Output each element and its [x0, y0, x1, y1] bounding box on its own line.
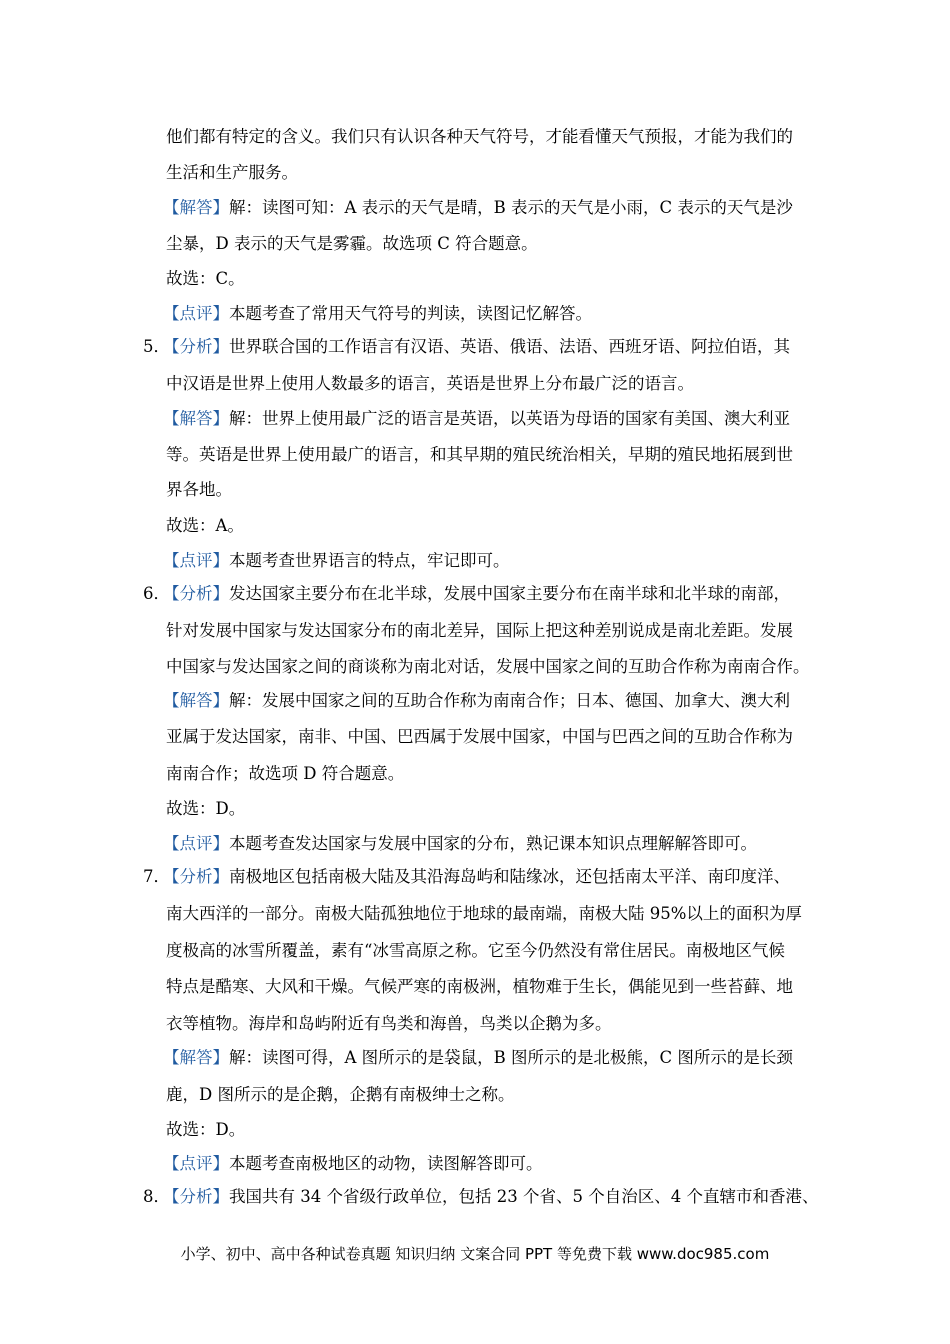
text-line: 【点评】本题考查世界语言的特点，牢记即可。 [163, 551, 510, 570]
text-line: 鹿，D 图所示的是企鹅，企鹅有南极绅士之称。 [166, 1085, 515, 1104]
text-line: 中汉语是世界上使用人数最多的语言，英语是世界上分布最广泛的语言。 [166, 374, 694, 393]
text-line: 故选：A。 [166, 516, 244, 535]
page-footer: 小学、初中、高中各种试卷真题 知识归纳 文案合同 PPT 等免费下载 www.doc985.com [180, 1245, 770, 1263]
answer-tag: 【解答】 [163, 198, 229, 217]
text-line: 【解答】解：读图可知：A 表示的天气是晴，B 表示的天气是小雨，C 表示的天气是沙 [163, 198, 793, 217]
text-line: 【分析】发达国家主要分布在北半球，发展中国家主要分布在南半球和北半球的南部， [163, 584, 790, 603]
text-line: 【点评】本题考查南极地区的动物，读图解答即可。 [163, 1154, 543, 1173]
answer-tag: 【解答】 [163, 691, 229, 710]
text-line: 度极高的冰雪所覆盖，素有“冰雪高原之称。它至今仍然没有常住居民。南极地区气候 [166, 941, 785, 960]
analysis-tag: 【分析】 [163, 584, 229, 603]
text-line: 界各地。 [166, 480, 232, 499]
question-number: 6． [143, 584, 170, 603]
question-number: 5． [143, 337, 170, 356]
text-line: 故选：D。 [166, 799, 246, 818]
comment-tag: 【点评】 [163, 551, 229, 570]
comment-tag: 【点评】 [163, 1154, 229, 1173]
analysis-tag: 【分析】 [163, 1187, 229, 1206]
question-number: 8． [143, 1187, 170, 1206]
text-line: 【点评】本题考查了常用天气符号的判读，读图记忆解答。 [163, 304, 592, 323]
answer-tag: 【解答】 [163, 409, 229, 428]
text-line: 尘暴，D 表示的天气是雾霾。故选项 C 符合题意。 [166, 234, 538, 253]
text-line: 等。英语是世界上使用最广的语言，和其早期的殖民统治相关，早期的殖民地拓展到世 [166, 445, 793, 464]
analysis-tag: 【分析】 [163, 867, 229, 886]
text-line: 【点评】本题考查发达国家与发展中国家的分布，熟记课本知识点理解解答即可。 [163, 834, 757, 853]
analysis-tag: 【分析】 [163, 337, 229, 356]
text-line: 他们都有特定的含义。我们只有认识各种天气符号，才能看懂天气预报，才能为我们的 [166, 127, 793, 146]
answer-tag: 【解答】 [163, 1048, 229, 1067]
text-line: 针对发展中国家与发达国家分布的南北差异，国际上把这种差别说成是南北差距。发展 [166, 621, 793, 640]
text-line: 中国家与发达国家之间的商谈称为南北对话，发展中国家之间的互助合作称为南南合作。 [166, 657, 810, 676]
text-line: 【解答】解：世界上使用最广泛的语言是英语，以英语为母语的国家有美国、澳大利亚 [163, 409, 790, 428]
text-line: 衣等植物。海岸和岛屿附近有鸟类和海兽，鸟类以企鹅为多。 [166, 1014, 612, 1033]
text-line: 故选：D。 [166, 1120, 246, 1139]
text-line: 【分析】世界联合国的工作语言有汉语、英语、俄语、法语、西班牙语、阿拉伯语，其 [163, 337, 790, 356]
text-line: 亚属于发达国家，南非、中国、巴西属于发展中国家，中国与巴西之间的互助合作称为 [166, 727, 793, 746]
text-line: 【分析】南极地区包括南极大陆及其沿海岛屿和陆缘冰，还包括南太平洋、南印度洋、 [163, 867, 790, 886]
text-line: 南大西洋的一部分。南极大陆孤独地位于地球的最南端，南极大陆 95%以上的面积为厚 [166, 904, 802, 923]
text-line: 【解答】解：发展中国家之间的互助合作称为南南合作；日本、德国、加拿大、澳大利 [163, 691, 790, 710]
comment-tag: 【点评】 [163, 304, 229, 323]
text-line: 故选：C。 [166, 269, 245, 288]
text-line: 南南合作；故选项 D 符合题意。 [166, 764, 405, 783]
question-number: 7． [143, 867, 170, 886]
text-line: 【分析】我国共有 34 个省级行政单位，包括 23 个省、5 个自治区、4 个直辖市和香港、 [163, 1187, 819, 1206]
text-line: 生活和生产服务。 [166, 163, 298, 182]
text-line: 【解答】解：读图可得，A 图所示的是袋鼠，B 图所示的是北极熊，C 图所示的是长颈 [163, 1048, 793, 1067]
comment-tag: 【点评】 [163, 834, 229, 853]
text-line: 特点是酷寒、大风和干燥。气候严寒的南极洲，植物难于生长，偶能见到一些苔藓、地 [166, 977, 793, 996]
